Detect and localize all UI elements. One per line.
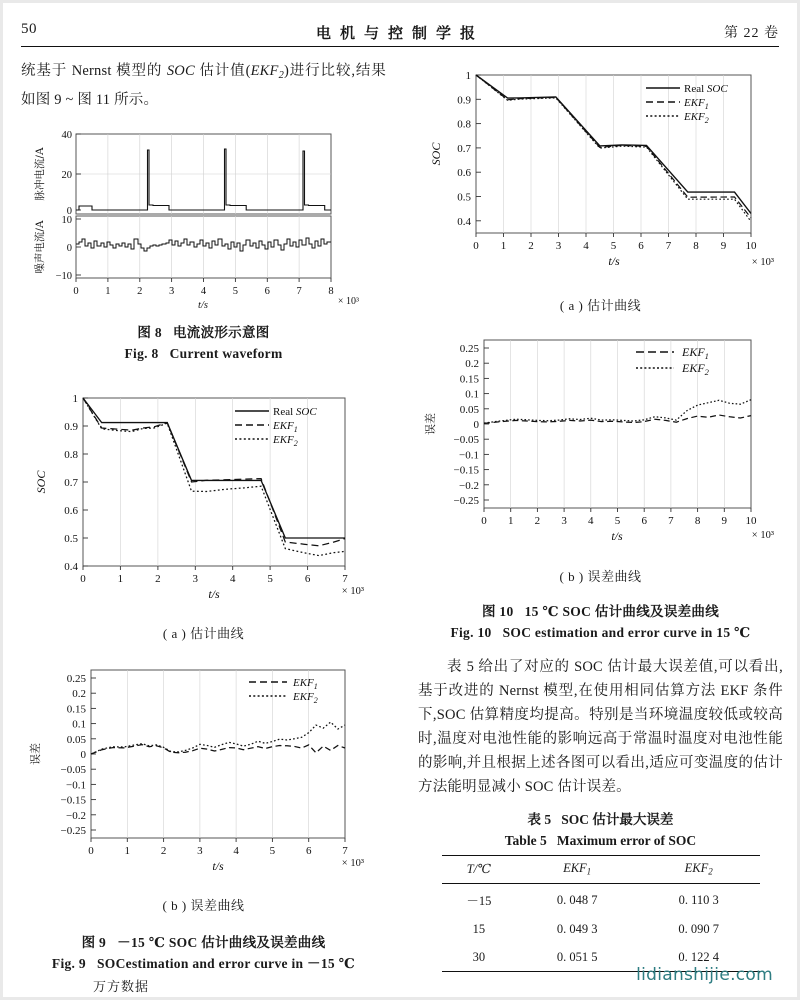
chart-fig10b [418, 328, 783, 564]
svg-text:EKF2: $EKF_2$ [273, 433, 298, 448]
svg-text:5: 5 [232, 285, 239, 297]
svg-text:EKF1: $EKF_1$ [273, 419, 298, 434]
svg-text:误差: 误差 [424, 413, 437, 435]
figure-10a-subcaption: ( a ) 估计曲线 [559, 298, 642, 313]
svg-text:9: 9 [720, 240, 727, 252]
svg-text:10: 10 [745, 240, 757, 252]
svg-text:0.1: 0.1 [465, 388, 479, 401]
running-head [21, 21, 779, 55]
t5-en-text: Maximum error of SOC [556, 833, 697, 848]
cell-ekf1: 0. 051 5 [516, 943, 638, 972]
fig8-svg [21, 120, 361, 310]
figure-9a-subcaption: ( a ) 估计曲线 [162, 625, 245, 641]
svg-text:7: 7 [342, 572, 348, 585]
left-paragraph-1 [21, 59, 386, 112]
svg-text:1: 1 [465, 70, 471, 82]
svg-text:5: 5 [614, 515, 621, 527]
svg-text:0.1: 0.1 [72, 718, 86, 731]
svg-text:× 10³: × 10³ [751, 257, 774, 268]
svg-text:× 10³: × 10³ [751, 530, 774, 541]
svg-text:3: 3 [555, 240, 562, 252]
svg-text:3: 3 [168, 285, 175, 297]
fig10b-svg [418, 328, 778, 564]
fig9-cn-text: －15 ℃ SOC 估计曲线及误差曲线 [117, 934, 326, 950]
svg-text:Real SOC: Real SOC [273, 405, 317, 418]
cell-ekf1: 0. 049 3 [556, 922, 598, 936]
svg-text:−0.25: −0.25 [453, 495, 479, 507]
svg-text:0.7: 0.7 [64, 476, 78, 489]
svg-text:3: 3 [561, 515, 567, 527]
fig10-en-num: Fig. 10 [450, 625, 492, 640]
svg-text:0.25: 0.25 [66, 672, 86, 685]
fig9b-legend [249, 677, 318, 705]
table-5 [442, 855, 760, 972]
fig8-cn-num: 图 8 [137, 324, 162, 340]
table-row [442, 915, 760, 943]
svg-text:1: 1 [105, 285, 111, 297]
svg-text:−0.1: −0.1 [66, 779, 86, 792]
figure-8-caption-en [21, 343, 386, 364]
left-column [21, 59, 386, 995]
p1-ekf-sub: 2 [278, 69, 285, 81]
cell-temperature: 15 [472, 922, 486, 936]
svg-text:脉冲电流/A: 脉冲电流/A [34, 147, 46, 201]
header-rule [21, 46, 779, 47]
fig10a-svg [418, 65, 778, 293]
svg-text:0.05: 0.05 [66, 733, 86, 746]
svg-text:SOC: SOC [34, 470, 48, 494]
svg-text:t/s: t/s [611, 529, 623, 543]
figure-10-caption-cn [418, 601, 783, 622]
p1-soc: SOC [166, 63, 195, 79]
svg-text:Real SOC: Real SOC [684, 83, 728, 95]
svg-text:1: 1 [124, 844, 131, 857]
svg-text:9: 9 [721, 515, 728, 527]
fig9a-svg [21, 386, 366, 621]
svg-text:EKF1: $EKF_1$ [682, 345, 709, 361]
svg-text:× 10³: × 10³ [341, 857, 364, 869]
figure-9-caption-cn [21, 932, 386, 953]
t5-cn-text: SOC 估计最大误差 [561, 812, 674, 827]
svg-text:2: 2 [528, 240, 534, 252]
figure-10b-subcaption: ( b ) 误差曲线 [559, 569, 642, 584]
svg-text:0: 0 [66, 242, 72, 254]
svg-text:0.4: 0.4 [64, 560, 78, 573]
figure-8 [21, 120, 386, 364]
svg-text:−0.05: −0.05 [453, 434, 479, 447]
table-5-body [442, 884, 760, 972]
table-row [442, 884, 760, 916]
right-paragraph-1: 表 5 给出了对应的 SOC 估计最大误差值,可以看出,基于改进的 Nernst 模型,在使用相同估算方法 EKF 条件下,SOC 估算精度均提高。特别是当环境温度较低或较高时,温度对电池性能的影响远高于常温时温度对电池性能的影响,并且根据上述各图可以看出,适应可变温度的估计方法能明显减小 SOC 估计误差。 [418, 659, 783, 795]
svg-text:6: 6 [641, 515, 647, 527]
svg-text:0.05: 0.05 [459, 403, 479, 416]
fig9-en-text: SOCestimation and error curve in －15 ℃ [97, 955, 356, 971]
svg-text:−0.15: −0.15 [60, 794, 86, 807]
t5-en-num: Table 5 [504, 833, 547, 848]
fig10a-legend [646, 83, 728, 125]
journal-title: 电机与控制学报 [315, 24, 484, 42]
fig8-cn-text: 电流波形示意图 [172, 324, 270, 340]
cell-temperature: －15 [466, 894, 492, 908]
cell-ekf2: 0. 122 4 [638, 943, 760, 972]
svg-text:0.6: 0.6 [457, 167, 471, 180]
svg-text:0.5: 0.5 [457, 191, 471, 204]
svg-text:0: 0 [473, 419, 479, 431]
svg-text:−0.1: −0.1 [459, 449, 479, 462]
svg-text:EKF1: $EKF_1$ [293, 676, 318, 691]
svg-text:1: 1 [507, 515, 514, 527]
svg-text:0: 0 [80, 572, 86, 585]
svg-text:−0.25: −0.25 [60, 824, 86, 837]
table-header-row [442, 856, 760, 884]
chart-fig9b [21, 658, 386, 893]
cell-ekf2: 0. 090 7 [678, 922, 720, 936]
svg-text:−0.2: −0.2 [66, 809, 86, 822]
fig8-en-num: Fig. 8 [124, 345, 159, 361]
svg-text:−0.15: −0.15 [453, 464, 479, 477]
svg-text:2: 2 [160, 844, 167, 857]
svg-text:误差: 误差 [29, 742, 42, 765]
svg-text:6: 6 [264, 285, 270, 297]
svg-text:× 10³: × 10³ [337, 295, 359, 307]
figure-9b [21, 658, 386, 914]
svg-text:2: 2 [534, 515, 541, 527]
svg-text:0.8: 0.8 [457, 118, 471, 131]
right-column [418, 59, 783, 972]
svg-text:EKF2: $EKF_2$ [684, 111, 709, 125]
svg-text:−0.2: −0.2 [459, 479, 479, 492]
t5-cn-num: 表 5 [527, 812, 552, 827]
fig10-cn-num: 图 10 [481, 604, 514, 619]
svg-text:0: 0 [481, 515, 487, 527]
svg-text:t/s: t/s [212, 858, 224, 873]
svg-text:7: 7 [668, 515, 674, 527]
svg-text:−10: −10 [55, 270, 72, 282]
svg-text:7: 7 [665, 240, 672, 252]
svg-text:0: 0 [73, 285, 79, 297]
svg-text:噪声电流/A: 噪声电流/A [34, 220, 46, 274]
svg-text:1: 1 [500, 240, 507, 252]
svg-text:EKF2: $EKF_2$ [293, 690, 318, 705]
svg-text:0: 0 [66, 205, 72, 217]
scan-footnote: 万方数据 [93, 978, 150, 994]
svg-text:2: 2 [137, 285, 143, 297]
fig9a-legend [235, 406, 317, 448]
svg-text:1: 1 [117, 572, 124, 585]
svg-text:t/s: t/s [208, 586, 220, 601]
svg-text:4: 4 [233, 844, 239, 857]
svg-text:0.7: 0.7 [457, 142, 471, 155]
volume-label: 第 22 卷 [724, 26, 779, 41]
col-header-ekf1: $EKF_1$ [516, 856, 638, 884]
svg-text:20: 20 [61, 169, 72, 181]
svg-text:5: 5 [267, 572, 273, 585]
cell-ekf1: 0. 048 7 [556, 892, 598, 907]
p1-part-b: 估计值( [194, 63, 251, 79]
svg-text:0.6: 0.6 [64, 504, 78, 517]
svg-text:1: 1 [72, 392, 78, 405]
svg-text:6: 6 [305, 844, 312, 857]
figure-8-caption-cn [21, 322, 386, 343]
svg-text:0.15: 0.15 [66, 703, 86, 716]
svg-text:−0.05: −0.05 [60, 764, 86, 777]
svg-text:0.25: 0.25 [459, 343, 479, 355]
svg-text:0.9: 0.9 [64, 420, 78, 433]
svg-text:8: 8 [328, 285, 334, 297]
fig10b-legend [636, 345, 710, 377]
figure-9-caption-en [21, 953, 386, 974]
p1-ekf: EKF [250, 63, 279, 79]
svg-text:0.5: 0.5 [64, 532, 78, 545]
fig9-cn-num: 图 9 [81, 934, 107, 950]
svg-text:3: 3 [192, 572, 199, 585]
svg-text:0.15: 0.15 [459, 373, 479, 386]
svg-text:0.8: 0.8 [64, 448, 78, 461]
svg-text:10: 10 [61, 214, 72, 226]
svg-text:4: 4 [200, 285, 207, 297]
fig9-en-num: Fig. 9 [51, 955, 86, 971]
svg-text:0.2: 0.2 [465, 358, 479, 371]
cell-ekf2: 0. 110 3 [678, 892, 719, 907]
chart-fig8 [21, 120, 386, 310]
figure-10a [418, 65, 783, 314]
table-5-title-cn [418, 809, 783, 830]
svg-text:0.9: 0.9 [457, 94, 471, 107]
svg-text:40: 40 [61, 129, 72, 141]
svg-text:0.2: 0.2 [72, 688, 86, 701]
svg-text:EKF1: $EKF_1$ [684, 97, 709, 111]
col-header-ekf2: $EKF_2$ [638, 856, 760, 884]
col-header-temperature: T/℃ [442, 856, 517, 884]
svg-text:10: 10 [745, 515, 757, 527]
fig9b-svg [21, 658, 366, 893]
svg-text:0: 0 [473, 240, 479, 252]
table-5-head [442, 856, 760, 884]
svg-text:5: 5 [610, 240, 617, 252]
svg-text:4: 4 [588, 515, 594, 527]
svg-text:2: 2 [155, 572, 161, 585]
figure-10-caption-en [418, 622, 783, 643]
svg-text:7: 7 [296, 285, 302, 297]
chart-fig9a [21, 386, 386, 621]
p1-part-a: 统基于 Nernst 模型的 [21, 63, 167, 79]
cell-temperature: 30 [442, 943, 517, 972]
fig10-en-text: SOC estimation and error curve in 15 ℃ [502, 625, 751, 640]
svg-text:8: 8 [694, 515, 701, 527]
page-number: 50 [21, 21, 37, 37]
svg-text:0: 0 [88, 844, 94, 857]
svg-text:6: 6 [304, 572, 311, 585]
svg-text:6: 6 [638, 240, 644, 252]
svg-text:t/s: t/s [608, 254, 620, 268]
svg-text:8: 8 [693, 240, 699, 252]
figure-10b [418, 328, 783, 585]
svg-text:3: 3 [197, 844, 203, 857]
chart-fig10a [418, 65, 783, 293]
site-watermark: lidianshijie.com [636, 965, 773, 985]
svg-text:EKF2: $EKF_2$ [682, 361, 709, 377]
svg-text:4: 4 [229, 572, 236, 585]
svg-text:5: 5 [269, 844, 276, 857]
fig8-en-text: Current waveform [169, 345, 283, 361]
figure-9a [21, 386, 386, 642]
fig10-cn-text: 15 ℃ SOC 估计曲线及误差曲线 [524, 604, 720, 619]
figure-9b-subcaption: ( b ) 误差曲线 [162, 897, 245, 913]
svg-text:7: 7 [342, 844, 348, 857]
svg-text:0: 0 [80, 748, 86, 761]
svg-text:t/s: t/s [198, 299, 208, 310]
svg-text:4: 4 [583, 240, 589, 252]
svg-text:0.4: 0.4 [457, 215, 471, 228]
svg-text:× 10³: × 10³ [341, 585, 364, 597]
table-5-title-en [418, 830, 783, 851]
p1-part-c: )进行比较,结果如图 9 ~ 图 11 所示。 [21, 63, 386, 108]
svg-text:SOC: SOC [429, 142, 443, 166]
